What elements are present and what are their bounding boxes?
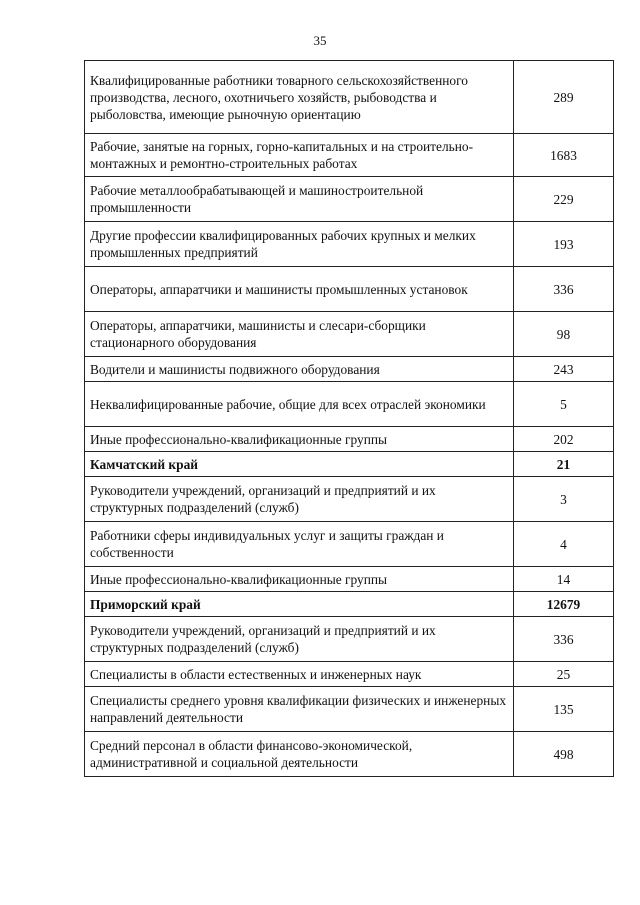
row-label: Иные профессионально-квалификационные группы [85,567,514,592]
row-label: Квалифицированные работники товарного сельскохозяйственного производства, лесного, охотничьего хозяйств, рыбоводства и рыболовства, имеющие рыночную ориентацию [85,61,514,134]
region-label: Камчатский край [85,452,514,477]
row-label: Специалисты среднего уровня квалификации физических и инженерных направлений деятельности [85,687,514,732]
row-value: 25 [514,662,614,687]
region-row [85,452,614,477]
row-value: 1683 [514,134,614,177]
table-row [85,177,614,222]
region-label: Приморский край [85,592,514,617]
table-row [85,134,614,177]
row-value: 193 [514,222,614,267]
table-row [85,732,614,777]
row-label: Рабочие металлообрабатывающей и машиностроительной промышленности [85,177,514,222]
row-label: Водители и машинисты подвижного оборудования [85,357,514,382]
table-row [85,267,614,312]
row-label: Руководители учреждений, организаций и предприятий и их структурных подразделений (служб) [85,477,514,522]
row-value: 202 [514,427,614,452]
row-label: Иные профессионально-квалификационные группы [85,427,514,452]
row-label: Специалисты в области естественных и инженерных наук [85,662,514,687]
row-label: Операторы, аппаратчики, машинисты и слесари-сборщики стационарного оборудования [85,312,514,357]
row-label: Рабочие, занятые на горных, горно-капитальных и на строительно-монтажных и ремонтно-строительных работах [85,134,514,177]
region-value: 12679 [514,592,614,617]
occupation-table [84,60,614,777]
page-number: 35 [313,33,327,48]
table-row [85,662,614,687]
row-value: 14 [514,567,614,592]
table-row [85,687,614,732]
row-value: 3 [514,477,614,522]
row-value: 498 [514,732,614,777]
table-row [85,522,614,567]
row-value: 5 [514,382,614,427]
row-value: 229 [514,177,614,222]
row-value: 98 [514,312,614,357]
row-value: 135 [514,687,614,732]
row-label: Руководители учреждений, организаций и предприятий и их структурных подразделений (служб) [85,617,514,662]
row-label: Другие профессии квалифицированных рабочих крупных и мелких промышленных предприятий [85,222,514,267]
table-body [85,61,614,777]
region-value: 21 [514,452,614,477]
table-row [85,567,614,592]
table-row [85,357,614,382]
row-label: Средний персонал в области финансово-экономической, административной и социальной деятельности [85,732,514,777]
row-value: 336 [514,267,614,312]
table-row [85,222,614,267]
table-row [85,382,614,427]
table-row [85,61,614,134]
row-label: Операторы, аппаратчики и машинисты промышленных установок [85,267,514,312]
row-value: 289 [514,61,614,134]
row-label: Работники сферы индивидуальных услуг и защиты граждан и собственности [85,522,514,567]
row-label: Неквалифицированные рабочие, общие для всех отраслей экономики [85,382,514,427]
table-row [85,312,614,357]
region-row [85,592,614,617]
row-value: 336 [514,617,614,662]
row-value: 4 [514,522,614,567]
table-row [85,427,614,452]
table-row [85,617,614,662]
row-value: 243 [514,357,614,382]
table-row [85,477,614,522]
